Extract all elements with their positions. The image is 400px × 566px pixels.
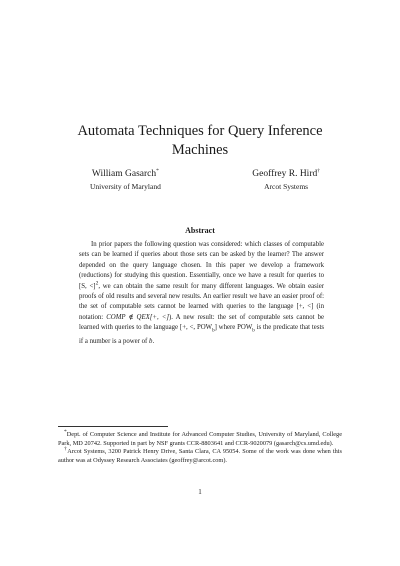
abstract-var-b: b <box>149 338 153 346</box>
abstract-sub-1: b <box>212 328 215 334</box>
footnote-2-mark: † <box>64 446 68 453</box>
abstract-part-5: is the predicate that tests if a number is a power of <box>79 324 324 346</box>
abstract-sub-2: b <box>252 328 255 334</box>
author-1-name: William Gasarch <box>91 169 157 179</box>
abstract-sup-1: 2 <box>95 280 99 287</box>
footnotes <box>58 428 343 465</box>
author-1 <box>90 168 161 192</box>
abstract-part-1: In prior papers the following question was considered: which classes of computable sets can be learned if queries about those sets can be asked by the learner? The answer depended on the query language chosen. In this paper we develop a framework (reductions) for studying this question. Essentially, once we have a result for queries to [S, <] <box>79 241 324 290</box>
abstract-body <box>79 240 324 347</box>
abstract-part-6: . <box>152 338 155 346</box>
title-line-2: Machines <box>171 142 229 158</box>
author-2-name: Geoffrey R. Hird <box>252 169 318 179</box>
author-2-mark: † <box>317 167 320 174</box>
author-2-affiliation: Arcot Systems <box>264 182 309 191</box>
abstract-part-3: ). A new result: the set of computable sets cannot be learned with queries to the language [+, <, POW <box>79 313 324 332</box>
footnote-2-text: Arcot Systems, 3200 Patrick Henry Drive, Santa Clara, CA 95054. Some of the work was done when this author was at Odyssey Research Associates (geoffrey@arcot.com). <box>58 448 343 464</box>
author-2 <box>252 168 320 192</box>
title-line-1: Automata Techniques for Query Inference <box>77 123 323 139</box>
footnote-1 <box>58 428 342 448</box>
author-block <box>90 168 320 192</box>
author-1-mark: * <box>156 167 159 174</box>
footnote-1-text: Dept. of Computer Science and Institute for Advanced Computer Studies, University of Maryland, College Park, MD 20742. Supported in part by NSF grants CCR-8803641 and CCR-9020079 (gasarch@cs.umd.edu). <box>58 431 342 447</box>
footnote-1-mark: * <box>64 428 67 435</box>
page-number: 1 <box>198 488 202 496</box>
abstract-part-2: , we can obtain the same result for many different languages. We obtain easier proofs of old results and several new results. An earlier result we have an easier proof of: the set of computable sets cannot be learned with queries to the language [+, <] (in notation: <box>79 282 324 321</box>
paper-title <box>60 122 340 160</box>
abstract-part-4: ] where POW <box>214 324 253 332</box>
footnote-divider <box>58 426 168 427</box>
author-1-affiliation: University of Maryland <box>90 182 161 191</box>
abstract-heading: Abstract <box>185 226 215 235</box>
abstract-notation: COMP ∉ QEX[+, <] <box>106 313 169 321</box>
footnote-2 <box>58 448 342 465</box>
